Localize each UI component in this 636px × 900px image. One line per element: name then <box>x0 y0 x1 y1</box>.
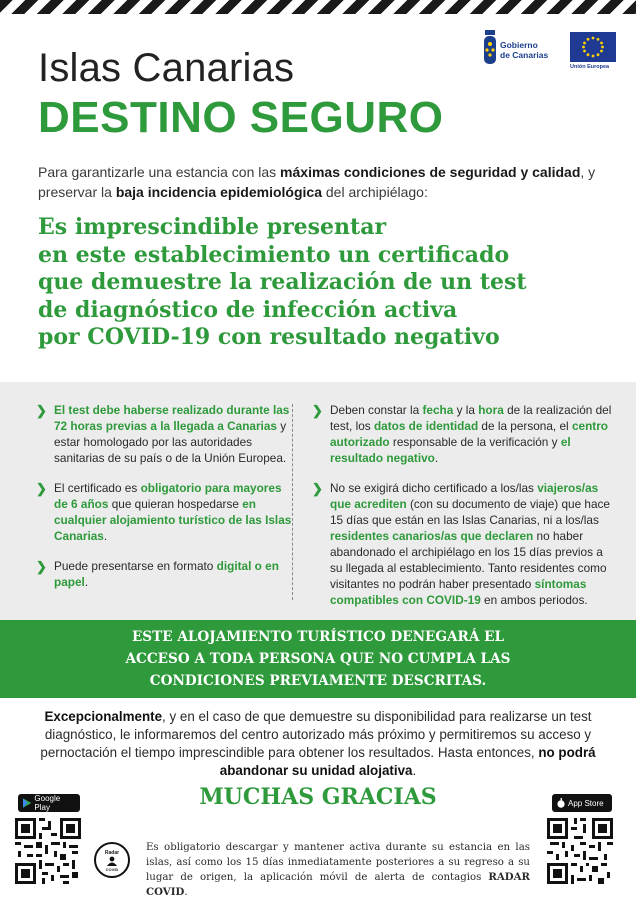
eu-flag-icon <box>570 32 616 62</box>
google-play-icon <box>23 798 31 808</box>
app-store-badge[interactable] <box>552 794 612 812</box>
banner-line: ESTE ALOJAMIENTO TURÍSTICO DENEGARÁ EL <box>131 629 505 645</box>
exception-paragraph <box>30 708 606 780</box>
condition-highlight: viajeros/as que acrediten <box>330 481 599 511</box>
condition-text: Puede presentarse en formato <box>54 559 217 573</box>
conditions-left-column <box>36 402 292 604</box>
app-store-label: App Store <box>568 798 604 808</box>
intro-text-2: , y preservar la <box>38 164 596 200</box>
headline-line: en este establecimiento un certificado <box>38 241 510 268</box>
crest-icon <box>482 30 498 66</box>
conditions-right-column <box>312 402 612 622</box>
condition-highlight: El test debe haberse realizado durante las 72 horas previas a la llegada a Canarias <box>54 403 290 433</box>
google-play-label: Google Play <box>34 794 61 812</box>
condition-highlight: fecha <box>422 403 454 417</box>
condition-text: de la realización del test, los <box>330 403 612 433</box>
gobierno-logo-line1: Gobierno <box>500 40 538 50</box>
apple-icon <box>557 798 565 808</box>
thanks-heading: MUCHAS GRACIAS <box>199 784 437 810</box>
condition-text: No se exigirá dicho certificado a los/las <box>330 481 538 495</box>
denial-banner <box>0 620 636 698</box>
headline-line: de diagnóstico de infección activa <box>38 296 458 323</box>
page-title-line1: Islas Canarias <box>38 46 295 90</box>
condition-highlight: el resultado negativo <box>330 435 571 465</box>
condition-text: . <box>84 575 89 589</box>
eu-logo <box>570 32 618 72</box>
chevron-right-icon: ❯ <box>36 559 47 574</box>
chevron-right-icon: ❯ <box>312 481 323 496</box>
condition-item-required-data <box>312 402 612 466</box>
radar-badge-top: Radar <box>104 850 120 856</box>
headline-line: por COVID-19 con resultado negativo <box>38 324 500 350</box>
banner-line: CONDICIONES PREVIAMENTE DESCRITAS. <box>149 673 487 689</box>
page-title-line2: DESTINO SEGURO <box>38 93 444 142</box>
eu-logo-caption: Unión Europea <box>570 64 610 70</box>
condition-text: y la <box>453 403 479 417</box>
banner-line: ACCESO A TODA PERSONA QUE NO CUMPLA LAS <box>125 651 511 667</box>
column-divider <box>292 404 293 600</box>
app-note-bold: RADAR COVID <box>146 871 530 898</box>
intro-text-1: Para garantizarle una estancia con las <box>38 164 281 180</box>
person-icon <box>106 856 118 866</box>
condition-highlight: hora <box>478 403 504 417</box>
condition-item-72h <box>36 402 292 466</box>
condition-text: El certificado es <box>54 481 141 495</box>
condition-highlight: síntomas compatibles con COVID-19 <box>330 577 587 607</box>
intro-bold-2: baja incidencia epidemiológica <box>115 184 322 200</box>
radar-badge-bottom: COVID <box>105 867 119 872</box>
chevron-right-icon: ❯ <box>36 481 47 496</box>
qr-code-google-play[interactable] <box>15 818 81 884</box>
exception-text: . <box>412 763 417 778</box>
qr-code-app-store[interactable] <box>547 818 613 884</box>
app-note-text: Es obligatorio descargar y mantener activa durante su estancia en las islas, así como los 15 días inmediatamente posteriores a su regreso a su lugar de origen, la aplicación móvil de alerta de contagios <box>146 842 530 883</box>
condition-text: Deben constar la <box>330 403 423 417</box>
condition-highlight: digital o en papel <box>54 559 279 589</box>
gobierno-logo-line2: de Canarias <box>500 50 549 60</box>
gobierno-canarias-logo <box>478 28 566 72</box>
condition-text: y estar homologado por las autoridades sanitarias de su país o de la Unión Europea. <box>54 419 287 465</box>
condition-text: no haber abandonado el archipiélago en los 15 días previos a su llegada al establecimiento. Tanto residentes como visitantes no podrán haber presentado <box>330 529 607 591</box>
condition-highlight: en cualquier alojamiento turístico de las Islas Canarias <box>54 497 292 543</box>
app-download-note <box>146 840 530 900</box>
condition-text: responsable de la verificación y <box>389 435 561 449</box>
intro-paragraph <box>38 162 608 202</box>
radar-covid-app-icon <box>94 842 130 878</box>
condition-text: (con su documento de viaje) que hace 15 días que están en las Islas Canarias, ni a los/las <box>330 497 610 527</box>
chevron-right-icon: ❯ <box>36 403 47 418</box>
exception-bold: no podrá abandonar su unidad alojativa <box>219 745 596 778</box>
condition-text: que quieran hospedarse <box>108 497 243 511</box>
condition-highlight: centro autorizado <box>330 419 609 449</box>
top-stripe-border <box>0 0 636 14</box>
exception-bold: Excepcionalmente <box>44 709 163 724</box>
condition-item-format <box>36 558 292 590</box>
condition-highlight: datos de identidad <box>373 419 479 433</box>
chevron-right-icon: ❯ <box>312 403 323 418</box>
condition-highlight: residentes canarios/as que declaren <box>330 529 534 543</box>
condition-text: . <box>103 529 108 543</box>
google-play-badge[interactable] <box>18 794 80 812</box>
condition-text: de la persona, el <box>478 419 572 433</box>
condition-item-age <box>36 480 292 544</box>
conditions-panel <box>0 382 636 620</box>
exception-text: , y en el caso de que demuestre su disponibilidad para realizarse un test diagnóstico, le informaremos del centro autorizado más próximo y permitiremos su acceso y pernoctación el tiempo imprescindible para obtener los resultados. Hasta entonces, <box>40 709 592 760</box>
condition-text: . <box>434 451 439 465</box>
app-note-text: . <box>184 887 188 898</box>
headline-line: Es imprescindible presentar <box>38 214 387 240</box>
certificate-headline <box>38 214 618 352</box>
condition-text: en ambos periodos. <box>480 593 588 607</box>
logos <box>478 28 620 72</box>
headline-line: que demuestre la realización de un test <box>38 269 527 295</box>
intro-bold-1: máximas condiciones de seguridad y calidad <box>280 164 581 180</box>
intro-text-3: del archipiélago: <box>321 184 428 200</box>
condition-item-exemptions <box>312 480 612 608</box>
condition-highlight: obligatorio para mayores de 6 años <box>54 481 282 511</box>
